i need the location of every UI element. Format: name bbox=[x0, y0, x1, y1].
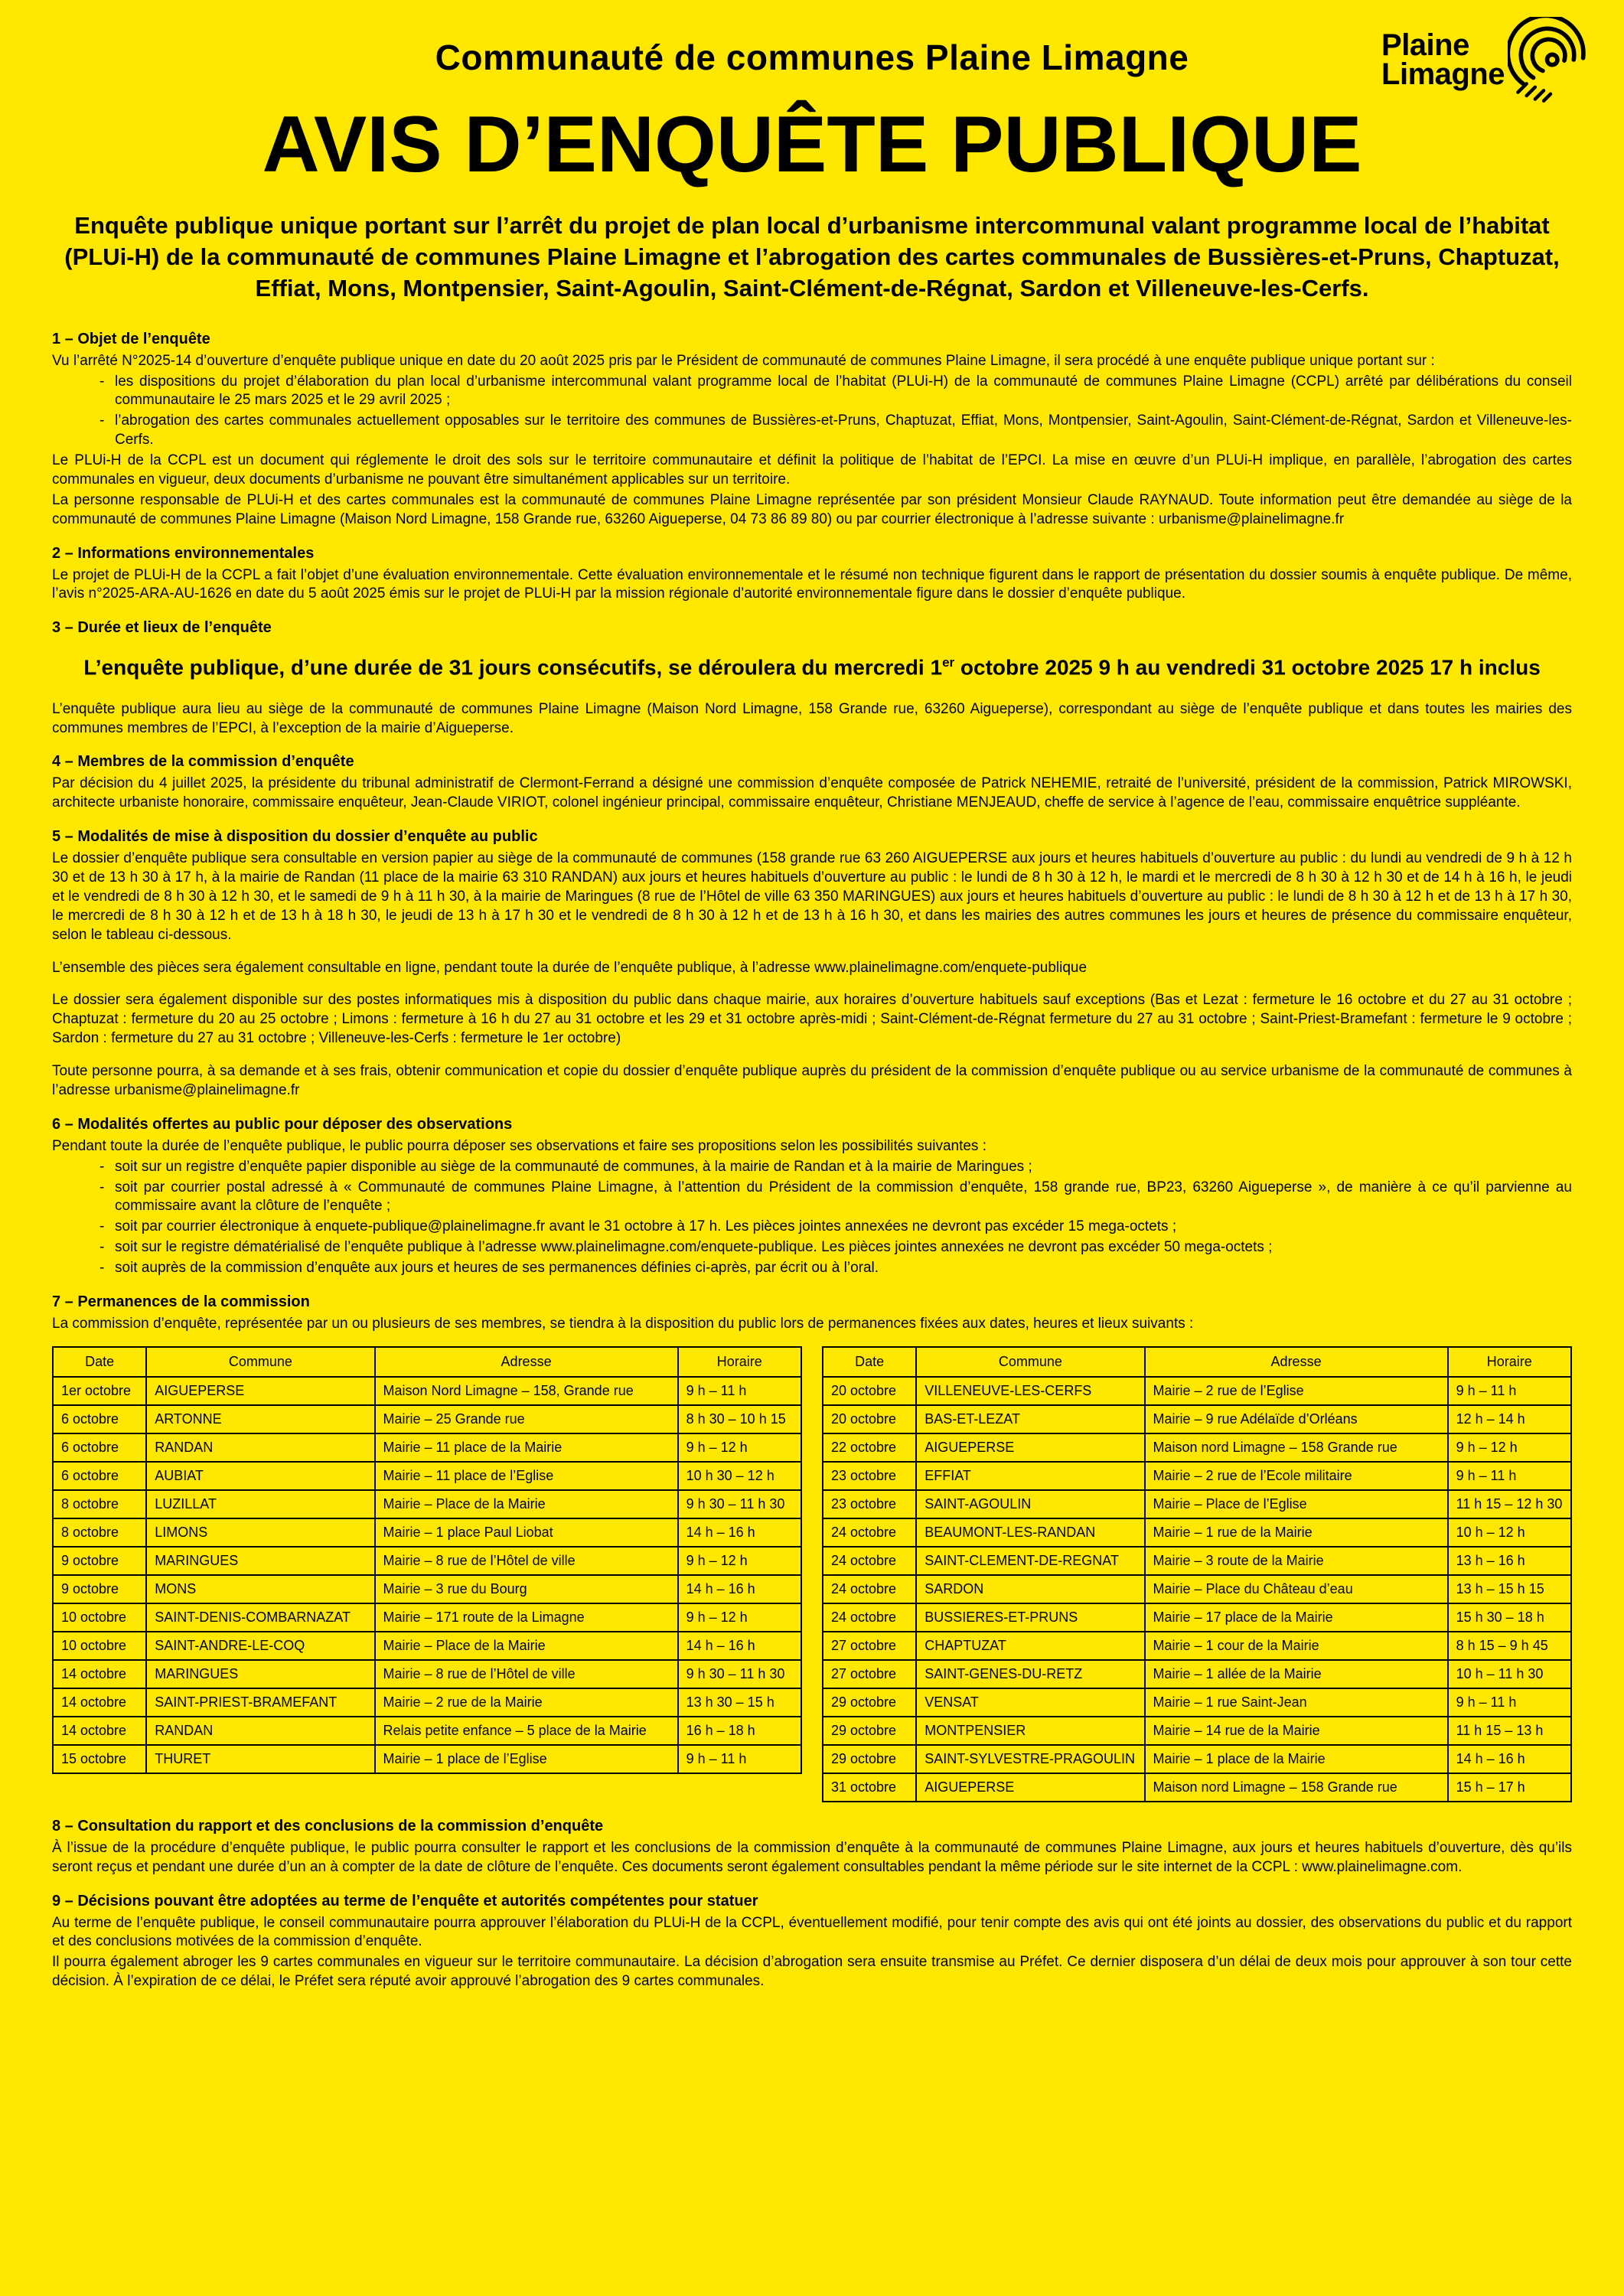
section-2-heading: 2 – Informations environnementales bbox=[52, 544, 315, 562]
cell-horaire: 11 h 15 – 13 h bbox=[1448, 1717, 1571, 1745]
column-header-commune: Commune bbox=[146, 1347, 374, 1377]
cell-horaire: 14 h – 16 h bbox=[1448, 1745, 1571, 1773]
cell-horaire: 9 h 30 – 11 h 30 bbox=[678, 1660, 801, 1688]
table-row bbox=[53, 1717, 801, 1745]
cell-date: 10 octobre bbox=[53, 1632, 146, 1660]
fingerprint-icon bbox=[1508, 17, 1593, 103]
table-row bbox=[823, 1632, 1571, 1660]
table-row bbox=[53, 1603, 801, 1632]
cell-commune: MONS bbox=[146, 1575, 374, 1603]
cell-commune: BEAUMONT-LES-RANDAN bbox=[916, 1518, 1144, 1547]
cell-horaire: 9 h – 11 h bbox=[1448, 1462, 1571, 1490]
section-permanences bbox=[52, 1293, 1572, 1802]
list-item: - soit par courrier électronique à enquete-publique@plainelimagne.fr avant le 31 octobre à 17 h. Les pièces jointes annexées ne devront pas excéder 15 mega-octets ; bbox=[99, 1218, 1572, 1237]
permanences-tables bbox=[52, 1346, 1572, 1802]
table-row bbox=[823, 1518, 1571, 1547]
list-item: - soit sur le registre dématérialisé de l’enquête publique à l’adresse www.plainelimagne.com/enquete-publique. Les pièces jointes annexées ne devront pas excéder 50 mega-octets ; bbox=[99, 1238, 1572, 1257]
table-row bbox=[53, 1632, 801, 1660]
table-row bbox=[53, 1575, 801, 1603]
cell-horaire: 13 h – 15 h 15 bbox=[1448, 1575, 1571, 1603]
cell-adresse: Maison nord Limagne – 158 Grande rue bbox=[1145, 1433, 1448, 1462]
intro-paragraph: Enquête publique unique portant sur l’arrêt du projet de plan local d’urbanisme intercommunal valant programme local de l’habitat (PLUi-H) de la communauté de communes Plaine Limagne et l’abrogation des cartes communales de Bussières-et-Pruns, Chaptuzat, Effiat, Mons, Montpensier, Saint-Agoulin, Saint-Clément-de-Régnat, Sardon et Villeneuve-les-Cerfs. bbox=[64, 212, 1560, 302]
cell-horaire: 14 h – 16 h bbox=[678, 1632, 801, 1660]
table-row bbox=[823, 1462, 1571, 1490]
section-5-paragraph-4: Toute personne pourra, à sa demande et à ses frais, obtenir communication et copie du dossier d’enquête publique auprès du président de la commission d’enquête publique ou au service urbanisme de la communauté de communes à l’adresse urbanisme@plainelimagne.fr bbox=[52, 1063, 1572, 1098]
cell-commune: THURET bbox=[146, 1745, 374, 1773]
cell-commune: SAINT-DENIS-COMBARNAZAT bbox=[146, 1603, 374, 1632]
list-item: - soit par courrier postal adressé à « Communauté de communes Plaine Limagne, à l’attention du Président de la commission d’enquête, 158 grande rue, BP23, 63260 Aigueperse », de manière à ce qu’il parvienne au commissaire avant la clôture de l’enquête ; bbox=[99, 1179, 1572, 1217]
cell-commune: AIGUEPERSE bbox=[146, 1377, 374, 1405]
table-row bbox=[823, 1377, 1571, 1405]
table-header-row bbox=[823, 1347, 1571, 1377]
cell-commune: SAINT-SYLVESTRE-PRAGOULIN bbox=[916, 1745, 1144, 1773]
section-5-paragraph-2: L’ensemble des pièces sera également consultable en ligne, pendant toute la durée de l’enquête publique, à l’adresse www.plainelimagne.com/enquete-publique bbox=[52, 959, 1088, 976]
list-item: - soit auprès de la commission d’enquête aux jours et heures de ses permanences définies ci-après, par écrit ou à l’oral. bbox=[99, 1259, 1572, 1278]
cell-date: 23 octobre bbox=[823, 1490, 916, 1518]
cell-horaire: 8 h 15 – 9 h 45 bbox=[1448, 1632, 1571, 1660]
cell-horaire: 14 h – 16 h bbox=[678, 1518, 801, 1547]
cell-date: 9 octobre bbox=[53, 1575, 146, 1603]
table-row bbox=[53, 1688, 801, 1717]
cell-commune: RANDAN bbox=[146, 1717, 374, 1745]
logo-line-1: Plaine bbox=[1381, 28, 1469, 62]
section-objet bbox=[52, 331, 1572, 530]
cell-commune: RANDAN bbox=[146, 1433, 374, 1462]
cell-commune: AIGUEPERSE bbox=[916, 1433, 1144, 1462]
cell-commune: SARDON bbox=[916, 1575, 1144, 1603]
cell-adresse: Mairie – 2 rue de la Mairie bbox=[375, 1688, 678, 1717]
cell-adresse: Mairie – 14 rue de la Mairie bbox=[1145, 1717, 1448, 1745]
table-row bbox=[823, 1405, 1571, 1433]
cell-commune: MARINGUES bbox=[146, 1547, 374, 1575]
bottom-sections bbox=[52, 1818, 1572, 1991]
cell-date: 27 octobre bbox=[823, 1660, 916, 1688]
cell-date: 23 octobre bbox=[823, 1462, 916, 1490]
section-9-paragraph-2: Il pourra également abroger les 9 cartes communales en vigueur sur le territoire communautaire. La décision d’abrogation sera ensuite transmise au Préfet. Ce dernier disposera d’un délai de deux mois pour approuver à son tour cette décision. À l’expiration de ce délai, le Préfet sera réputé avoir approuvé l’abrogation des 9 cartes communales. bbox=[52, 1954, 1572, 1990]
section-6-heading: 6 – Modalités offertes au public pour déposer des observations bbox=[52, 1115, 513, 1133]
cell-date: 20 octobre bbox=[823, 1405, 916, 1433]
cell-date: 14 octobre bbox=[53, 1660, 146, 1688]
cell-commune: EFFIAT bbox=[916, 1462, 1144, 1490]
cell-adresse: Maison nord Limagne – 158 Grande rue bbox=[1145, 1773, 1448, 1802]
logo-line-2: Limagne bbox=[1381, 57, 1505, 91]
org-title: Communauté de communes Plaine Limagne bbox=[435, 38, 1189, 77]
table-header-row bbox=[53, 1347, 801, 1377]
cell-date: 14 octobre bbox=[53, 1688, 146, 1717]
table-row bbox=[53, 1405, 801, 1433]
cell-date: 8 octobre bbox=[53, 1518, 146, 1547]
cell-date: 6 octobre bbox=[53, 1462, 146, 1490]
column-header-date: Date bbox=[53, 1347, 146, 1377]
table-row bbox=[823, 1490, 1571, 1518]
cell-horaire: 15 h 30 – 18 h bbox=[1448, 1603, 1571, 1632]
banner-text-post: octobre 2025 9 h au vendredi 31 octobre 2025 17 h inclus bbox=[954, 655, 1541, 680]
main-title: AVIS D’ENQUÊTE PUBLIQUE bbox=[262, 100, 1362, 189]
enquiry-dates-banner bbox=[52, 655, 1572, 680]
cell-commune: SAINT-AGOULIN bbox=[916, 1490, 1144, 1518]
column-header-commune: Commune bbox=[916, 1347, 1144, 1377]
table-row bbox=[53, 1377, 801, 1405]
section-4-heading: 4 – Membres de la commission d’enquête bbox=[52, 753, 354, 771]
plaine-limagne-logo bbox=[1381, 17, 1593, 103]
cell-adresse: Mairie – 1 place Paul Liobat bbox=[375, 1518, 678, 1547]
cell-date: 29 octobre bbox=[823, 1688, 916, 1717]
cell-adresse: Mairie – 1 cour de la Mairie bbox=[1145, 1632, 1448, 1660]
cell-adresse: Mairie – 11 place de l’Eglise bbox=[375, 1462, 678, 1490]
column-header-adresse: Adresse bbox=[1145, 1347, 1448, 1377]
table-row bbox=[823, 1547, 1571, 1575]
cell-commune: BAS-ET-LEZAT bbox=[916, 1405, 1144, 1433]
cell-horaire: 16 h – 18 h bbox=[678, 1717, 801, 1745]
column-header-adresse: Adresse bbox=[375, 1347, 678, 1377]
section-8-heading: 8 – Consultation du rapport et des conclusions de la commission d’enquête bbox=[52, 1817, 604, 1835]
section-7-heading: 7 – Permanences de la commission bbox=[52, 1293, 310, 1310]
cell-adresse: Mairie – 9 rue Adélaïde d’Orléans bbox=[1145, 1405, 1448, 1433]
column-header-horaire: Horaire bbox=[1448, 1347, 1571, 1377]
notice-body bbox=[52, 331, 1572, 1991]
cell-date: 27 octobre bbox=[823, 1632, 916, 1660]
cell-date: 22 octobre bbox=[823, 1433, 916, 1462]
cell-commune: SAINT-CLEMENT-DE-REGNAT bbox=[916, 1547, 1144, 1575]
cell-adresse: Relais petite enfance – 5 place de la Mairie bbox=[375, 1717, 678, 1745]
cell-adresse: Mairie – 3 route de la Mairie bbox=[1145, 1547, 1448, 1575]
section-duree-lieux bbox=[52, 619, 1572, 738]
cell-horaire: 9 h – 11 h bbox=[1448, 1688, 1571, 1717]
cell-commune: MARINGUES bbox=[146, 1660, 374, 1688]
cell-date: 24 octobre bbox=[823, 1547, 916, 1575]
cell-horaire: 15 h – 17 h bbox=[1448, 1773, 1571, 1802]
cell-adresse: Mairie – 1 rue Saint-Jean bbox=[1145, 1688, 1448, 1717]
cell-horaire: 9 h – 12 h bbox=[678, 1547, 801, 1575]
section-consultation-rapport bbox=[52, 1818, 1572, 1877]
cell-horaire: 9 h – 12 h bbox=[678, 1433, 801, 1462]
cell-commune: SAINT-PRIEST-BRAMEFANT bbox=[146, 1688, 374, 1717]
cell-adresse: Mairie – 1 place de la Mairie bbox=[1145, 1745, 1448, 1773]
cell-adresse: Mairie – Place de la Mairie bbox=[375, 1490, 678, 1518]
section-informations-environnementales bbox=[52, 545, 1572, 605]
cell-commune: VENSAT bbox=[916, 1688, 1144, 1717]
cell-adresse: Mairie – Place de l’Eglise bbox=[1145, 1490, 1448, 1518]
section-8-paragraph-1: À l’issue de la procédure d’enquête publique, le public pourra consulter le rapport et les conclusions de la commission d’enquête à la communauté de communes Plaine Limagne, aux jours et heures habituels d’ouverture, dès qu’ils seront reçus et pendant une durée d’un an à compter de la date de clôture de l’enquête. Ces documents seront également consultables pendant la même période sur le site internet de la CCPL : www.plainelimagne.com. bbox=[52, 1839, 1572, 1875]
section-membres-commission bbox=[52, 753, 1572, 813]
cell-date: 20 octobre bbox=[823, 1377, 916, 1405]
section-observations bbox=[52, 1116, 1572, 1278]
cell-commune: AUBIAT bbox=[146, 1462, 374, 1490]
notice-header bbox=[52, 28, 1572, 305]
section-4-paragraph-1: Par décision du 4 juillet 2025, la présidente du tribunal administratif de Clermont-Ferrand a désigné une commission d’enquête composée de Patrick NEHEMIE, retraité de l’université, président de la commission, Patrick MIROWSKI, architecte urbaniste honoraire, commissaire enquêteur, Jean-Claude VIRIOT, colonel ingénieur principal, commissaire enquêteur, Christiane MENJEAUD, cheffe de service à l’agence de l’eau, commissaire enquêtrice suppléante. bbox=[52, 775, 1572, 811]
list-item: - les dispositions du projet d’élaboration du plan local d’urbanisme intercommunal valant programme local de l’habitat (PLUi-H) de la communauté de communes Plaine Limagne (CCPL) arrêté par délibérations du conseil communautaire le 25 mars 2025 et le 29 avril 2025 ; bbox=[99, 373, 1572, 411]
list-item: - soit sur un registre d’enquête papier disponible au siège de la communauté de communes, à la mairie de Randan et à la mairie de Maringues ; bbox=[99, 1158, 1572, 1177]
cell-adresse: Mairie – 8 rue de l’Hôtel de ville bbox=[375, 1547, 678, 1575]
cell-commune: BUSSIERES-ET-PRUNS bbox=[916, 1603, 1144, 1632]
section-mise-a-disposition bbox=[52, 828, 1572, 1101]
table-row bbox=[53, 1518, 801, 1547]
cell-date: 8 octobre bbox=[53, 1490, 146, 1518]
table-row bbox=[823, 1433, 1571, 1462]
logo-wordmark bbox=[1381, 28, 1505, 91]
cell-horaire: 9 h 30 – 11 h 30 bbox=[678, 1490, 801, 1518]
table-row bbox=[53, 1547, 801, 1575]
cell-date: 14 octobre bbox=[53, 1717, 146, 1745]
table-row bbox=[53, 1660, 801, 1688]
cell-adresse: Maison Nord Limagne – 158, Grande rue bbox=[375, 1377, 678, 1405]
permanences-table-left bbox=[52, 1346, 802, 1774]
section-1-paragraph-2: Le PLUi-H de la CCPL est un document qui réglemente le droit des sols sur le territoire communautaire et définit la politique de l’habitat de l’EPCI. La mise en œuvre d’un PLUi-H implique, en parallèle, l’abrogation des cartes communales en vigueur, deux documents d’urbanisme ne pouvant être simultanément applicables sur un territoire. bbox=[52, 452, 1572, 488]
table-row bbox=[823, 1773, 1571, 1802]
cell-horaire: 9 h – 12 h bbox=[1448, 1433, 1571, 1462]
list-item: - l’abrogation des cartes communales actuellement opposables sur le territoire des communes de Bussières-et-Pruns, Chaptuzat, Effiat, Mons, Montpensier, Saint-Agoulin, Saint-Clément-de-Régnat, Sardon et Villeneuve-les-Cerfs. bbox=[99, 412, 1572, 450]
section-2-paragraph-1: Le projet de PLUi-H de la CCPL a fait l’objet d’une évaluation environnementale. Cette évaluation environnementale et le résumé non technique figurent dans le rapport de présentation du dossier soumis à enquête publique. De même, l’avis n°2025-ARA-AU-1626 en date du 5 août 2025 émis sur le projet de PLUi-H par la mission régionale d’autorité environnementale figure dans le dossier d’enquête publique. bbox=[52, 566, 1572, 602]
cell-date: 6 octobre bbox=[53, 1405, 146, 1433]
cell-date: 6 octobre bbox=[53, 1433, 146, 1462]
column-header-date: Date bbox=[823, 1347, 916, 1377]
table-row bbox=[823, 1575, 1571, 1603]
cell-adresse: Mairie – 8 rue de l’Hôtel de ville bbox=[375, 1660, 678, 1688]
cell-commune: CHAPTUZAT bbox=[916, 1632, 1144, 1660]
cell-date: 24 octobre bbox=[823, 1603, 916, 1632]
section-5-heading: 5 – Modalités de mise à disposition du dossier d’enquête au public bbox=[52, 828, 538, 846]
cell-date: 29 octobre bbox=[823, 1745, 916, 1773]
banner-text-pre: L’enquête publique, d’une durée de 31 jours consécutifs, se déroulera du mercredi 1 bbox=[83, 655, 943, 680]
cell-adresse: Mairie – 1 place de l’Eglise bbox=[375, 1745, 678, 1773]
cell-adresse: Mairie – 3 rue du Bourg bbox=[375, 1575, 678, 1603]
cell-horaire: 8 h 30 – 10 h 15 bbox=[678, 1405, 801, 1433]
section-5-paragraph-1: Le dossier d’enquête publique sera consultable en version papier au siège de la communauté de communes (158 grande rue 63 260 AIGUEPERSE aux jours et heures habituels d’ouverture au public : du lundi au vendredi de 9 h à 12 h 30 et de 13 h 30 à 17 h, à la mairie de Randan (11 place de la mairie 63 310 RANDAN) aux jours et heures habituels d’ouverture au public : le lundi de 8 h 30 à 12 h, le mardi et le mercredi de 8 h 30 à 12 h 30 et de 14 h à 16 h, le jeudi et le vendredi de 8 h 30 à 12 h 30, et le samedi de 9 h à 11 h 30, à la mairie de Maringues (8 rue de l’Hôtel de ville 63 350 MARINGUES) aux jours et heures habituels d’ouverture au public : le lundi de 8 h 30 à 12 h et de 13 h à 17 h 30, le mercredi de 8 h 30 à 12 h et de 13 h à 18 h 30, le jeudi de 13 h à 17 h 30 et le vendredi de 8 h 30 à 12 h et de 13 h à 16 h 30, et dans les mairies des autres communes les jours et heures de présence du commissaire enquêteur, selon le tableau ci-dessous. bbox=[52, 850, 1572, 943]
cell-date: 31 octobre bbox=[823, 1773, 916, 1802]
cell-commune: LUZILLAT bbox=[146, 1490, 374, 1518]
column-header-horaire: Horaire bbox=[678, 1347, 801, 1377]
permanences-table-right bbox=[822, 1346, 1572, 1802]
cell-horaire: 9 h – 11 h bbox=[1448, 1377, 1571, 1405]
cell-adresse: Mairie – 1 allée de la Mairie bbox=[1145, 1660, 1448, 1688]
cell-adresse: Mairie – 25 Grande rue bbox=[375, 1405, 678, 1433]
table-row bbox=[823, 1745, 1571, 1773]
cell-date: 24 octobre bbox=[823, 1575, 916, 1603]
cell-horaire: 11 h 15 – 12 h 30 bbox=[1448, 1490, 1571, 1518]
section-6-paragraph-1: Pendant toute la durée de l’enquête publique, le public pourra déposer ses observations et faire ses propositions selon les possibilités suivantes : bbox=[52, 1137, 986, 1154]
cell-date: 29 octobre bbox=[823, 1717, 916, 1745]
section-1-bullet-list bbox=[52, 373, 1572, 451]
table-row bbox=[823, 1603, 1571, 1632]
cell-horaire: 9 h – 12 h bbox=[678, 1603, 801, 1632]
table-row bbox=[823, 1688, 1571, 1717]
cell-date: 1er octobre bbox=[53, 1377, 146, 1405]
cell-adresse: Mairie – 2 rue de l’Eglise bbox=[1145, 1377, 1448, 1405]
section-3-paragraph-1: L’enquête publique aura lieu au siège de la communauté de communes Plaine Limagne (Maison Nord Limagne, 158 Grande rue, 63260 Aigueperse), correspondant au siège de l’enquête publique et dans toutes les mairies des communes membres de l’EPCI, à l’exception de la mairie d’Aigueperse. bbox=[52, 700, 1572, 736]
section-1-heading: 1 – Objet de l’enquête bbox=[52, 330, 210, 347]
section-7-paragraph-1: La commission d’enquête, représentée par un ou plusieurs de ses membres, se tiendra à la disposition du public lors de permanences fixées aux dates, heures et lieux suivants : bbox=[52, 1315, 1194, 1332]
cell-horaire: 13 h – 16 h bbox=[1448, 1547, 1571, 1575]
section-6-bullet-list bbox=[52, 1158, 1572, 1278]
cell-commune: SAINT-ANDRE-LE-COQ bbox=[146, 1632, 374, 1660]
table-row bbox=[53, 1433, 801, 1462]
cell-commune: AIGUEPERSE bbox=[916, 1773, 1144, 1802]
table-row bbox=[53, 1490, 801, 1518]
cell-commune: VILLENEUVE-LES-CERFS bbox=[916, 1377, 1144, 1405]
cell-horaire: 10 h – 11 h 30 bbox=[1448, 1660, 1571, 1688]
cell-adresse: Mairie – 1 rue de la Mairie bbox=[1145, 1518, 1448, 1547]
cell-adresse: Mairie – Place du Château d’eau bbox=[1145, 1575, 1448, 1603]
cell-date: 24 octobre bbox=[823, 1518, 916, 1547]
cell-horaire: 9 h – 11 h bbox=[678, 1377, 801, 1405]
cell-commune: ARTONNE bbox=[146, 1405, 374, 1433]
cell-adresse: Mairie – 2 rue de l’Ecole militaire bbox=[1145, 1462, 1448, 1490]
cell-date: 10 octobre bbox=[53, 1603, 146, 1632]
cell-horaire: 12 h – 14 h bbox=[1448, 1405, 1571, 1433]
cell-commune: MONTPENSIER bbox=[916, 1717, 1144, 1745]
section-9-paragraph-1: Au terme de l’enquête publique, le conseil communautaire pourra approuver l’élaboration du PLUi-H de la CCPL, éventuellement modifié, pour tenir compte des avis qui ont été joints au dossier, des observations du public et du rapport et des conclusions motivées de la commission d’enquête. bbox=[52, 1914, 1572, 1950]
cell-adresse: Mairie – 11 place de la Mairie bbox=[375, 1433, 678, 1462]
section-5-paragraph-3: Le dossier sera également disponible sur des postes informatiques mis à disposition du public dans chaque mairie, aux horaires d’ouverture habituels sauf exceptions (Bas et Lezat : fermeture le 16 octobre et du 27 au 31 octobre ; Chaptuzat : fermeture du 20 au 25 octobre ; Limons : fermeture à 16 h du 27 au 31 octobre et les 29 et 31 octobre après-midi ; Saint-Clément-de-Régnat fermeture du 27 au 31 octobre ; Saint-Priest-Bramefant : fermeture le 9 octobre ; Sardon : fermeture du 27 au 31 octobre ; Villeneuve-les-Cerfs : fermeture le 1er octobre) bbox=[52, 992, 1572, 1047]
cell-horaire: 9 h – 11 h bbox=[678, 1745, 801, 1773]
cell-date: 9 octobre bbox=[53, 1547, 146, 1575]
banner-superscript: er bbox=[942, 655, 955, 670]
table-row bbox=[823, 1660, 1571, 1688]
cell-horaire: 14 h – 16 h bbox=[678, 1575, 801, 1603]
cell-horaire: 13 h 30 – 15 h bbox=[678, 1688, 801, 1717]
cell-horaire: 10 h – 12 h bbox=[1448, 1518, 1571, 1547]
cell-horaire: 10 h 30 – 12 h bbox=[678, 1462, 801, 1490]
section-decisions bbox=[52, 1893, 1572, 1992]
table-row bbox=[53, 1745, 801, 1773]
section-1-paragraph-1: Vu l’arrêté N°2025-14 d’ouverture d’enquête publique unique en date du 20 août 2025 pris par le Président de communauté de communes Plaine Limagne, il sera procédé à une enquête publique unique portant sur : bbox=[52, 352, 1435, 369]
table-row bbox=[53, 1462, 801, 1490]
cell-adresse: Mairie – Place de la Mairie bbox=[375, 1632, 678, 1660]
section-3-heading: 3 – Durée et lieux de l’enquête bbox=[52, 619, 272, 637]
cell-commune: LIMONS bbox=[146, 1518, 374, 1547]
cell-commune: SAINT-GENES-DU-RETZ bbox=[916, 1660, 1144, 1688]
table-row bbox=[823, 1717, 1571, 1745]
section-1-paragraph-3: La personne responsable de PLUi-H et des cartes communales est la communauté de communes Plaine Limagne représentée par son président Monsieur Claude RAYNAUD. Toute information peut être demandée au siège de la communauté de communes Plaine Limagne (Maison Nord Limagne, 158 Grande rue, 63260 Aigueperse, 04 73 86 89 80) ou par courrier électronique à l’adresse suivante : urbanisme@plainelimagne.fr bbox=[52, 491, 1572, 527]
cell-date: 15 octobre bbox=[53, 1745, 146, 1773]
cell-adresse: Mairie – 171 route de la Limagne bbox=[375, 1603, 678, 1632]
cell-adresse: Mairie – 17 place de la Mairie bbox=[1145, 1603, 1448, 1632]
section-9-heading: 9 – Décisions pouvant être adoptées au terme de l’enquête et autorités compétentes pour statuer bbox=[52, 1892, 758, 1910]
